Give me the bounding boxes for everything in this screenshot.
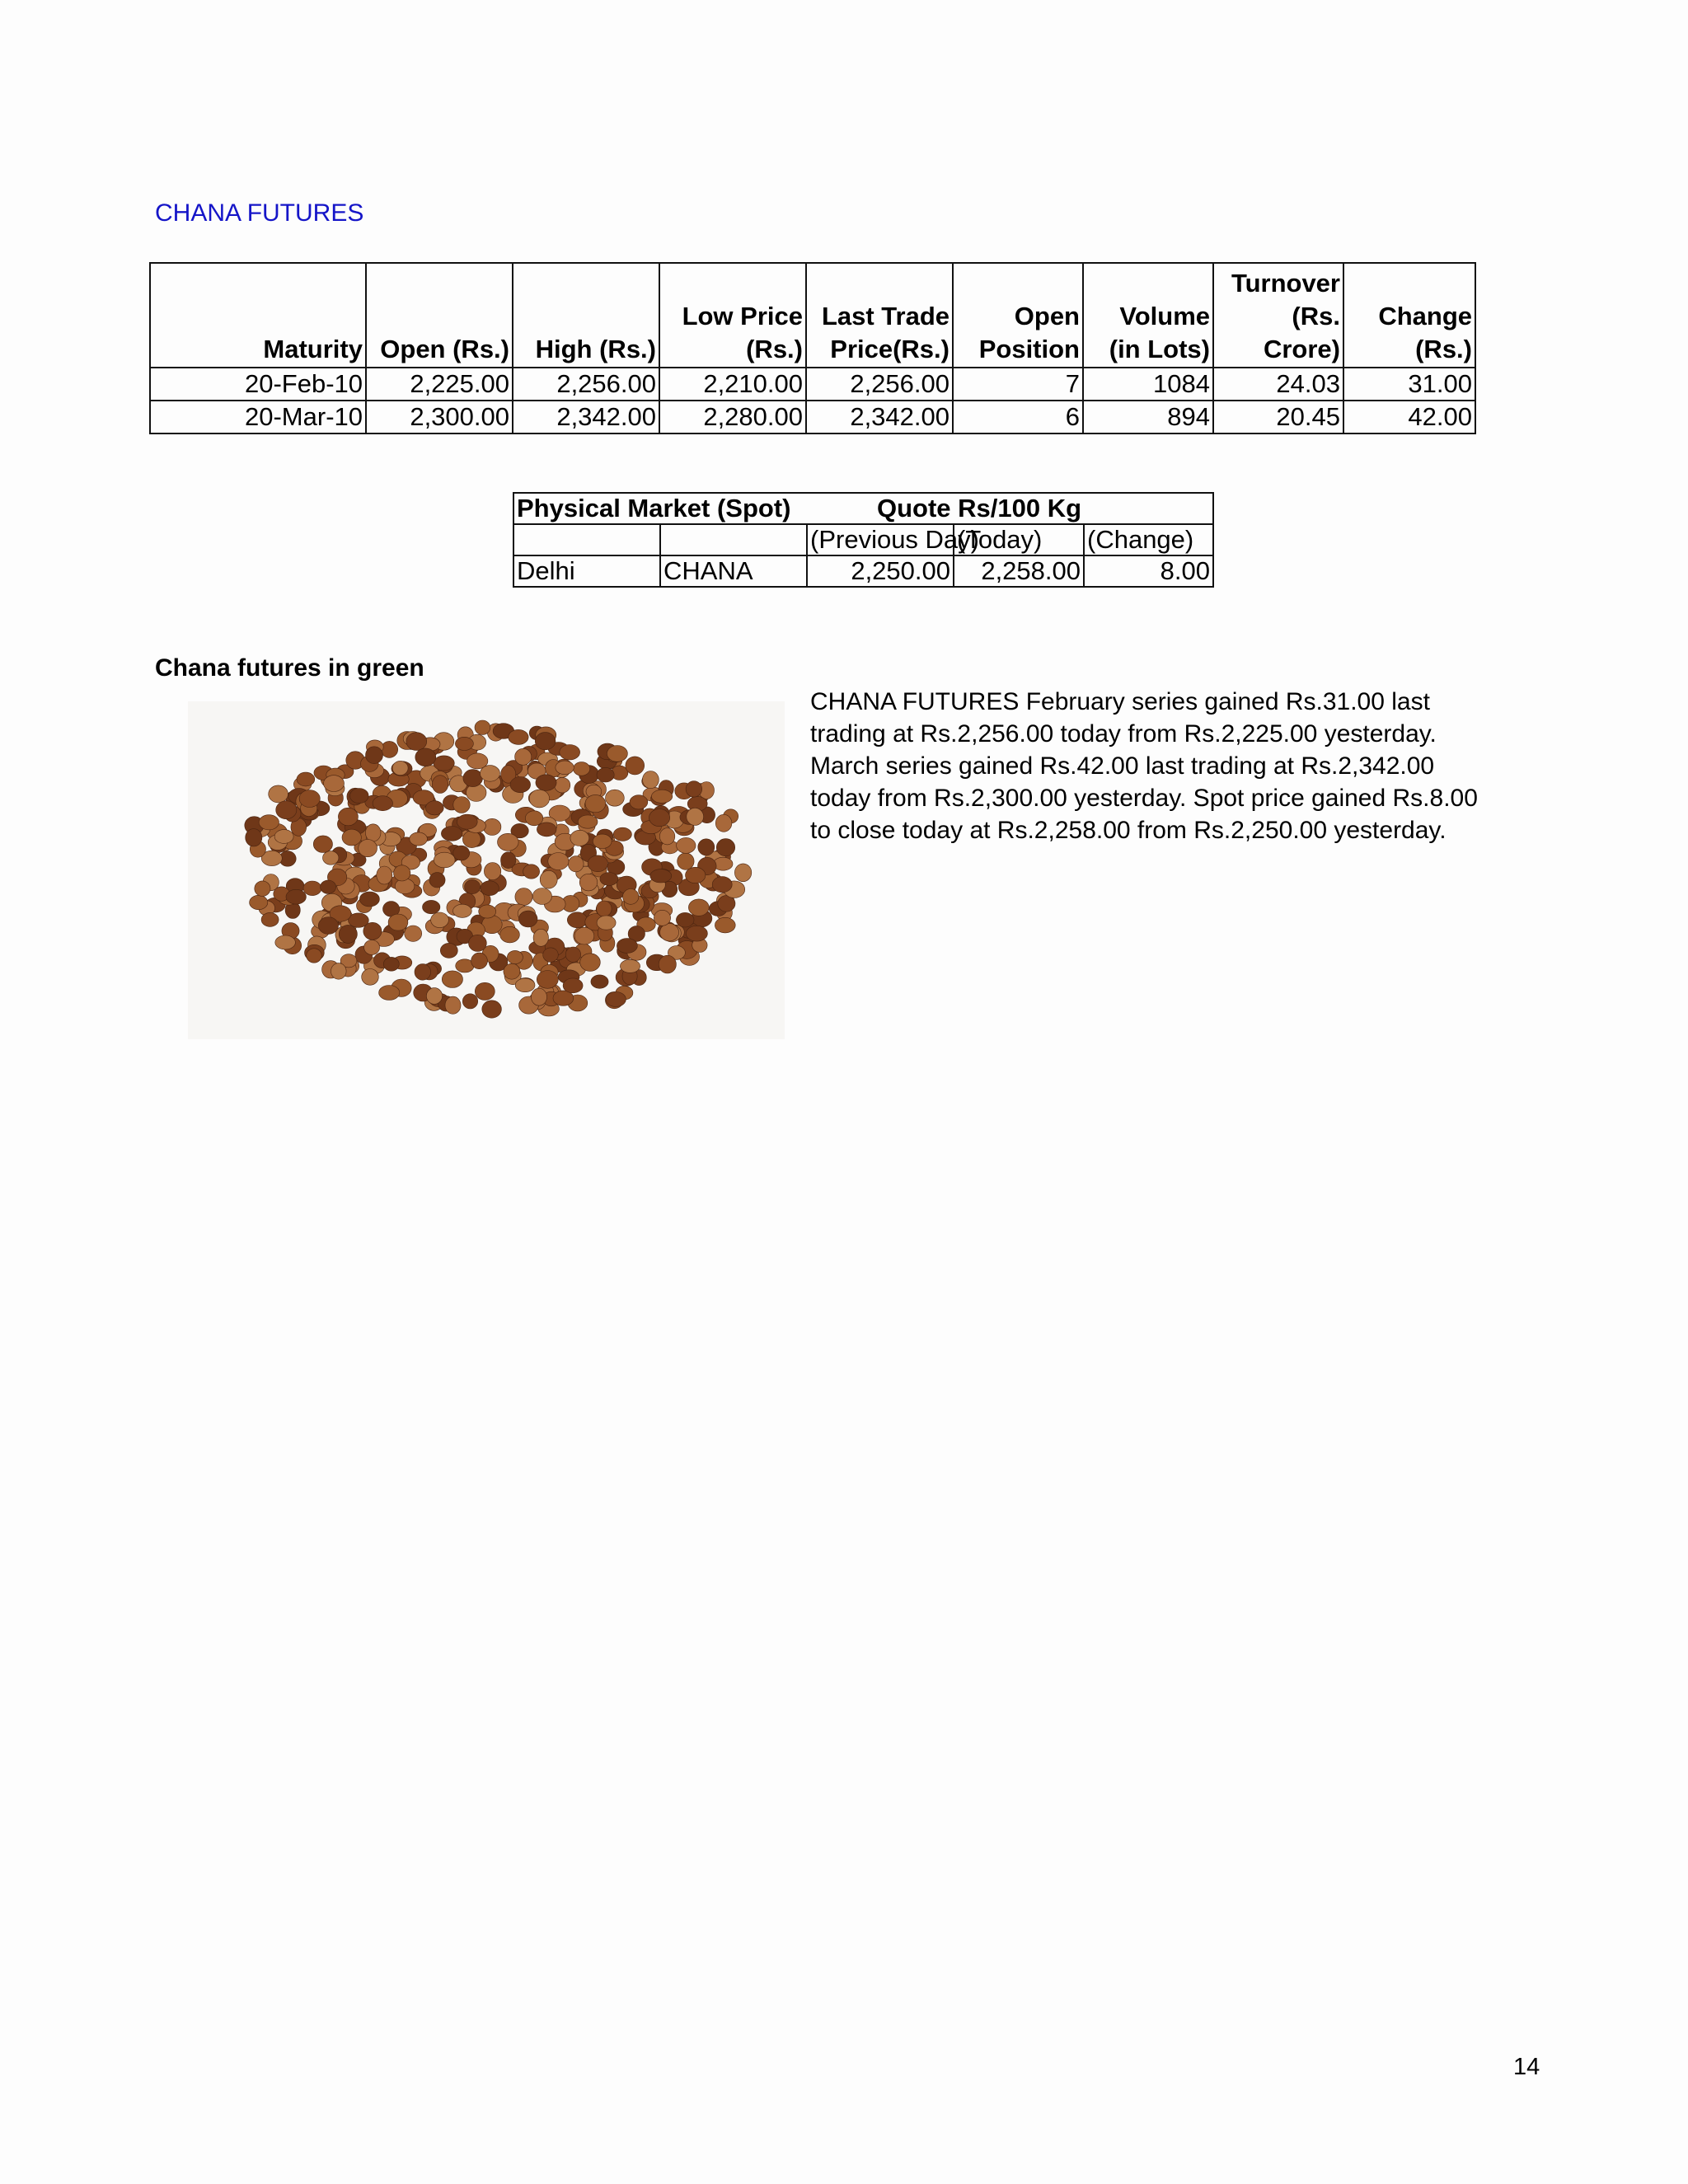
chickpea-seed <box>359 840 377 857</box>
chickpea-seed <box>246 829 262 846</box>
chickpea-seed <box>515 748 532 765</box>
chickpea-seed <box>660 924 679 941</box>
chickpea-seed <box>617 939 637 954</box>
chickpea-seed <box>515 888 532 906</box>
chickpea-seed <box>364 940 380 955</box>
chickpea-seed <box>585 794 606 812</box>
chickpea-seed <box>434 756 454 771</box>
chickpea-seed <box>560 745 580 760</box>
chickpea-photo <box>188 701 785 1039</box>
market-commentary: CHANA FUTURES February series gained Rs.31.00 last trading at Rs.2,256.00 today from Rs.2,225.00 yesterday. March series gained Rs.42.00 last trading at Rs.2,342.00 today from Rs.2,300.00 yesterday. Spot price gained Rs.8.00 to close today at Rs.2,258.00 from Rs.2,250.00 yesterday. <box>810 688 1478 844</box>
cell-change: 31.00 <box>1343 368 1475 401</box>
chickpea-seed <box>453 797 470 813</box>
chickpea-seed <box>651 790 672 803</box>
futures-table <box>149 262 1476 434</box>
chickpea-seed <box>532 888 551 905</box>
cell-market: Delhi <box>513 555 660 587</box>
chickpea-seed <box>475 720 490 734</box>
chickpea-seed <box>597 916 616 930</box>
chickpea-seed <box>463 770 483 787</box>
chickpea-seed <box>426 988 442 1005</box>
header-cell: Volume (in Lots) <box>1083 263 1213 368</box>
chickpea-seed <box>688 899 709 916</box>
chickpea-seed <box>429 873 445 888</box>
header-cell: High (Rs.) <box>513 263 659 368</box>
chickpea-seed <box>303 881 321 896</box>
chickpea-seed <box>659 955 676 973</box>
chickpea-seed <box>394 865 410 881</box>
chickpea-seed <box>321 880 336 893</box>
chickpea-seed <box>339 925 357 943</box>
chickpea-seed <box>297 772 315 786</box>
chickpea-seed <box>261 912 279 926</box>
chickpea-seed <box>377 866 392 884</box>
chickpea-seed <box>654 910 670 926</box>
table-row <box>513 555 1213 587</box>
chickpea-seed <box>471 953 488 969</box>
chickpea-seed <box>578 815 598 828</box>
cell-maturity: 20-Mar-10 <box>150 401 366 434</box>
cell-maturity: 20-Feb-10 <box>150 368 366 401</box>
chickpea-seed <box>299 790 320 808</box>
chickpea-seed <box>535 733 556 750</box>
chickpea-seed <box>567 912 587 928</box>
chickpea-seed <box>565 947 580 962</box>
chickpea-seed <box>686 781 702 797</box>
chickpea-seed <box>484 863 500 880</box>
chickpea-seed <box>597 901 612 916</box>
chickpea-seed <box>580 954 601 972</box>
header-cell: Maturity <box>150 263 366 368</box>
chickpea-seed <box>392 761 408 775</box>
chickpea-seed <box>324 776 345 792</box>
subheader-today: (Today) <box>954 524 1084 555</box>
chickpea-seed <box>676 912 694 927</box>
chickpea-seed <box>607 746 627 762</box>
page-number: 14 <box>1513 2054 1540 2080</box>
futures-header-row <box>150 263 1475 368</box>
cell-last-trade: 2,342.00 <box>806 401 953 434</box>
chickpea-seed <box>269 785 288 803</box>
chickpea-seed <box>500 926 520 943</box>
chickpea-seed <box>453 846 470 860</box>
cell-high: 2,342.00 <box>513 401 659 434</box>
chickpea-seed <box>445 996 461 1014</box>
chickpea-seed <box>383 957 399 971</box>
chickpea-seed <box>286 889 306 904</box>
cell-low: 2,210.00 <box>659 368 806 401</box>
chickpea-seed <box>469 935 487 951</box>
cell-today: 2,258.00 <box>954 555 1084 587</box>
chickpea-seed <box>579 874 598 891</box>
chickpea-seed <box>532 988 547 1005</box>
chickpea-seed <box>388 914 408 930</box>
chickpea-seed <box>475 982 495 1000</box>
chickpea-seed <box>379 986 400 1001</box>
header-cell: Low Price (Rs.) <box>659 263 806 368</box>
chickpea-seed <box>406 733 427 751</box>
chickpea-seed <box>331 963 347 980</box>
chickpea-seed <box>482 1001 502 1018</box>
chickpea-seed <box>600 873 618 886</box>
chickpea-seed <box>716 839 734 856</box>
cell-high: 2,256.00 <box>513 368 659 401</box>
chickpea-seed <box>574 762 590 776</box>
chickpea-seed <box>606 992 626 1007</box>
chickpea-seed <box>677 837 696 853</box>
chickpea-seed <box>523 865 540 879</box>
subheader-cell <box>660 524 807 555</box>
chickpea-seed <box>518 911 537 927</box>
header-cell: Open Position <box>953 263 1083 368</box>
chickpea-seed <box>274 830 293 844</box>
chickpea-seed <box>338 808 358 826</box>
chickpea-seed <box>432 776 448 794</box>
chickpea-seed <box>250 895 268 909</box>
chickpea-seed <box>276 801 297 819</box>
chickpea-seed <box>686 926 707 941</box>
cell-previous-day: 2,250.00 <box>807 555 954 587</box>
chickpea-seed <box>649 809 670 827</box>
chickpea-seed <box>687 808 704 825</box>
chickpea-seed <box>593 834 612 848</box>
chickpea-seed <box>537 823 556 837</box>
chickpea-seed <box>462 831 481 848</box>
chickpea-seed <box>481 766 500 782</box>
chickpea-seed <box>509 729 528 744</box>
chickpea-seed <box>529 790 549 808</box>
chickpea-seed <box>507 950 523 963</box>
image-caption: Chana futures in green <box>155 654 424 682</box>
header-cell: Open (Rs.) <box>366 263 513 368</box>
header-cell: Change (Rs.) <box>1343 263 1475 368</box>
cell-turnover: 20.45 <box>1213 401 1343 434</box>
chickpea-seed <box>555 777 570 793</box>
header-cell: Turnover (Rs. Crore) <box>1213 263 1343 368</box>
cell-commodity: CHANA <box>660 555 807 587</box>
section-title: CHANA FUTURES <box>155 199 364 227</box>
chickpea-seed <box>455 737 473 750</box>
chickpea-seed <box>678 853 694 869</box>
chickpea-seed <box>543 948 559 962</box>
chickpea-seed <box>365 824 381 841</box>
chickpea-seed <box>366 747 383 764</box>
chickpea-seed <box>588 855 607 872</box>
chickpea-seed <box>698 839 715 855</box>
subheader-cell <box>513 524 660 555</box>
cell-change: 42.00 <box>1343 401 1475 434</box>
chickpea-seed <box>540 870 557 888</box>
cell-turnover: 24.03 <box>1213 368 1343 401</box>
cell-low: 2,280.00 <box>659 401 806 434</box>
cell-open-position: 6 <box>953 401 1083 434</box>
chickpea-seed <box>441 827 462 841</box>
chickpea-seed <box>515 978 535 992</box>
chickpea-seed <box>563 978 583 993</box>
chickpea-seed <box>597 767 614 782</box>
spot-quote-unit: Quote Rs/100 Kg <box>877 494 1082 523</box>
chickpea-seed <box>395 879 415 893</box>
chickpea-seed <box>533 929 548 946</box>
chickpea-seed <box>359 892 379 907</box>
cell-open: 2,300.00 <box>366 401 513 434</box>
chickpea-seed <box>570 830 589 846</box>
chickpea-seed <box>457 814 477 829</box>
chickpea-seed <box>626 757 645 775</box>
cell-open: 2,225.00 <box>366 368 513 401</box>
chickpea-seed <box>453 904 472 917</box>
chickpea-seed <box>510 777 531 793</box>
chickpea-seed <box>498 833 519 851</box>
chickpea-seed <box>425 801 443 815</box>
chickpea-seed <box>350 789 369 804</box>
chickpea-seed <box>381 741 398 757</box>
chickpea-seed <box>620 959 640 972</box>
spot-market-title: Physical Market (Spot) <box>517 494 791 523</box>
chickpea-seed <box>323 851 339 865</box>
cell-change: 8.00 <box>1084 555 1213 587</box>
header-cell: Last Trade Price(Rs.) <box>806 263 953 368</box>
subheader-previous-day: (Previous Day) <box>807 524 954 555</box>
chickpea-seed <box>410 832 428 846</box>
chickpea-seed <box>479 905 496 918</box>
chickpea-seed <box>462 994 477 1009</box>
chickpea-seed <box>548 853 569 870</box>
chickpea-seed <box>568 856 584 872</box>
chickpea-seed <box>342 829 361 846</box>
chickpea-seed <box>650 869 672 883</box>
chickpea-seed <box>630 795 648 809</box>
chickpea-seed <box>434 852 455 868</box>
chickpea-seed <box>255 881 270 897</box>
chickpea-seed <box>373 796 392 811</box>
chickpea-seed <box>307 949 322 963</box>
chickpea-seed <box>623 889 639 905</box>
cell-volume: 894 <box>1083 401 1213 434</box>
chickpea-seed <box>275 935 296 949</box>
table-row <box>150 401 1475 434</box>
chickpea-seed <box>415 964 431 981</box>
chickpea-seed <box>659 828 674 845</box>
chickpea-seed <box>537 971 558 989</box>
chickpea-seed <box>318 917 338 935</box>
chickpea-seed <box>504 963 520 979</box>
chickpea-seed <box>362 969 379 986</box>
chickpea-seed <box>423 900 440 913</box>
chickpea-seed <box>715 917 735 933</box>
chickpea-seed <box>686 867 706 883</box>
subheader-change: (Change) <box>1084 524 1213 555</box>
chickpea-seed <box>313 836 332 853</box>
chickpea-seed <box>440 943 457 958</box>
chickpea-seed <box>442 971 462 988</box>
chickpea-seed <box>431 912 449 928</box>
chickpea-seed <box>591 975 608 988</box>
chickpea-seed <box>415 748 436 766</box>
chickpea-seed <box>363 922 382 940</box>
chickpea-seed <box>481 881 499 896</box>
spot-subheader-row <box>513 524 1213 555</box>
chickpea-seed <box>734 864 751 882</box>
table-row <box>150 368 1475 401</box>
chickpea-seed <box>405 926 422 941</box>
chickpea-seed <box>536 775 556 791</box>
chickpea-seed <box>259 815 279 830</box>
cell-volume: 1084 <box>1083 368 1213 401</box>
spot-title-row <box>513 493 1213 524</box>
chickpea-seed <box>643 771 659 789</box>
cell-open-position: 7 <box>953 368 1083 401</box>
spot-market-table <box>513 492 1214 588</box>
chickpea-seed <box>613 827 631 841</box>
chickpea-seed <box>465 879 481 893</box>
chickpea-seed <box>606 790 625 806</box>
cell-last-trade: 2,256.00 <box>806 368 953 401</box>
chickpea-seed <box>556 761 574 775</box>
chickpea-seed <box>712 877 732 893</box>
chickpea-seed <box>715 814 732 832</box>
chickpea-seed <box>525 811 542 826</box>
